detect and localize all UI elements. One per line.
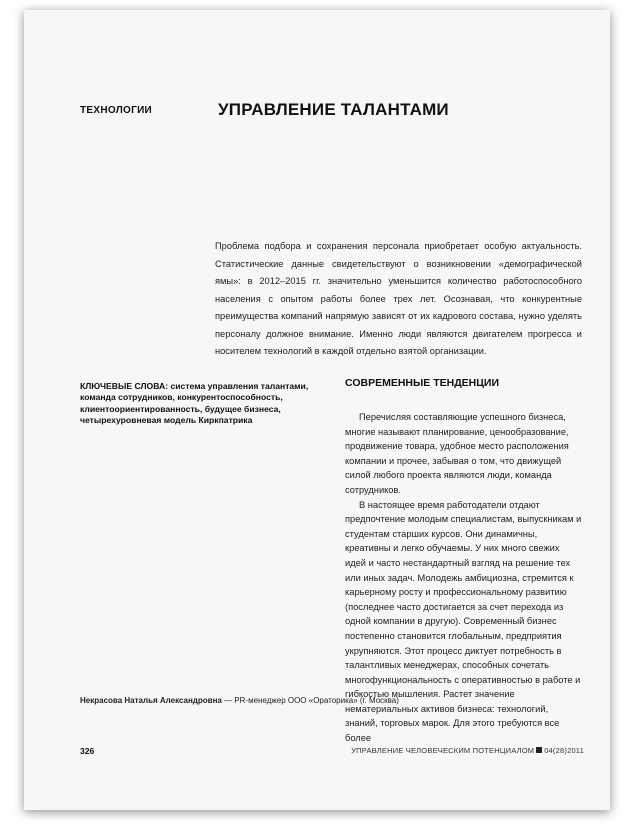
abstract: Проблема подбора и сохранения персонала приобретает особую актуальность. Статистические данные свидетельствуют о возникновении «демографической ямы»: в 2012–2015 гг. значительно уменьшится количество работоспособного населения с опытом работы более трех лет. Осознавая, что конкурентные преимущества компаний напрямую зависят от их кадрового состава, нужно уделять персоналу должное внимание. Именно люди являются двигателем прогресса и носителем технологий в каждой отдельно взятой организации. <box>215 241 582 356</box>
journal-footer <box>351 746 584 755</box>
page-number: 326 <box>80 746 95 756</box>
keywords-text: система управления талантами, команда сотрудников, конкурентоспособность, клиентоориентированность, будущее бизнеса, четырехуровневая модель Киркпатрика <box>80 381 309 426</box>
author-name: Некрасова Наталья Александровна <box>80 696 222 705</box>
article-title: УПРАВЛЕНИЕ ТАЛАНТАМИ <box>218 100 449 119</box>
keywords-label: КЛЮЧЕВЫЕ СЛОВА: <box>80 381 169 391</box>
paragraph: В настоящее время работодатели отдают предпочтение молодым специалистам, выпускникам и студентам старших курсов. Они динамичны, креативны и легко обучаемы. У них много свежих идей и часто нестандартный взгляд на решение тех или иных задач. Молодежь амбициозна, стремится к карьерному росту и профессиональному развитию (последнее часто достигается за счет перехода из одной компании в другую). Современный бизнес постепенно становится глобальным, предприятия укрупняются. Этот процесс диктует потребность в талантливых менеджерах, способных сочетать многофункциональность с оперативностью в работе и гибкостью мышления. Растет значение нематериальных активов бизнеса: технологий, знаний, торговых марок. Для этого требуются все более <box>345 499 582 744</box>
journal-page <box>24 10 610 810</box>
keywords <box>80 381 323 427</box>
paragraph: Перечисляя составляющие успешного бизнеса, многие называют планирование, ценообразование, продвижение товара, удобное место расположения компании и прочее, забывая о том, что движущей силой любого проекта являются люди, команда сотрудников. <box>345 412 569 495</box>
author-role: — PR-менеджер ООО «Ораторика» (г. Москва) <box>221 696 399 705</box>
section-tag: ТЕХНОЛОГИИ <box>80 105 153 116</box>
journal-issue: 04(28)2011 <box>544 746 584 755</box>
journal-name: УПРАВЛЕНИЕ ЧЕЛОВЕЧЕСКИМ ПОТЕНЦИАЛОМ <box>351 746 535 755</box>
author-note <box>80 696 399 705</box>
section-heading: СОВРЕМЕННЫЕ ТЕНДЕНЦИИ <box>345 377 500 389</box>
square-bullet-icon <box>536 747 542 753</box>
